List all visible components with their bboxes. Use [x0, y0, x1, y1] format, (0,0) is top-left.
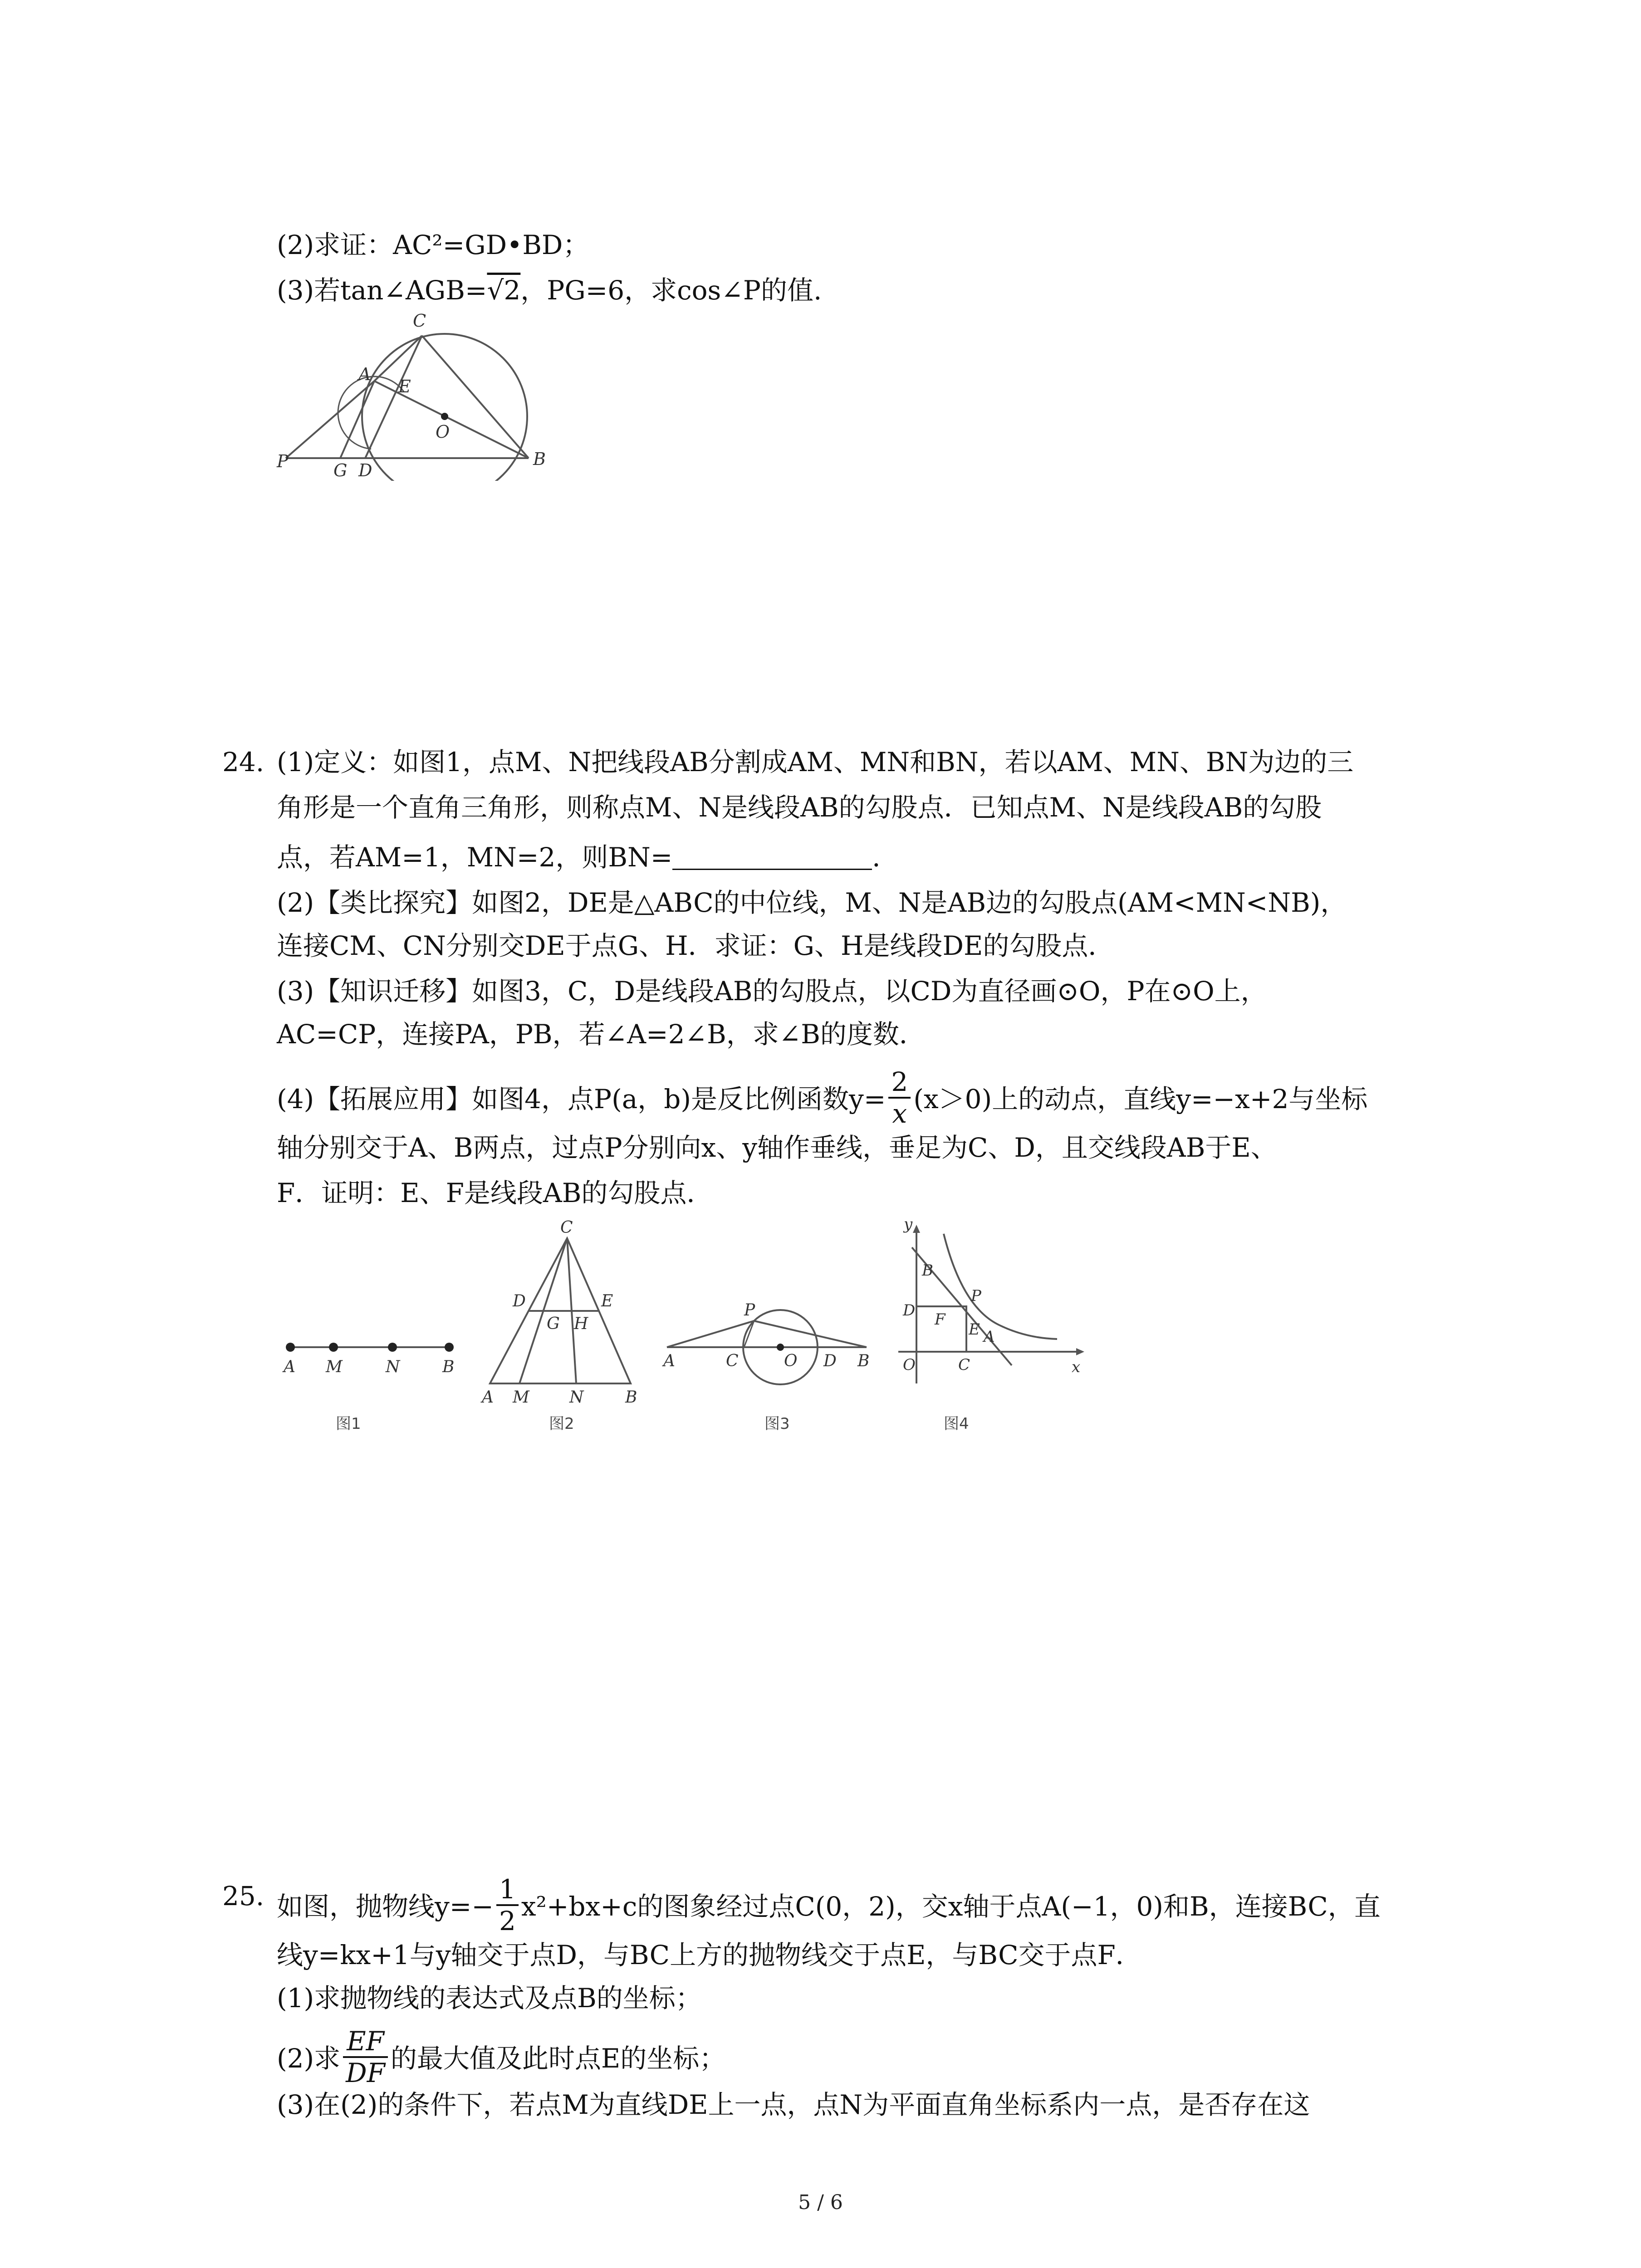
q24-line-4: (2)【类比探究】如图2，DE是△ABC的中位线，M、N是AB边的勾股点(AM<MN<NB)， [277, 887, 1347, 918]
q24-number: 24. [222, 747, 265, 777]
fig1-label-N: N [386, 1358, 400, 1376]
q23-part3-text-a: (3)若tan∠AGB= [277, 275, 487, 306]
q25-fraction-half [496, 1874, 519, 1936]
q24-fig4 [898, 1216, 1084, 1433]
q24-line-7: AC=CP，连接PA，PB，若∠A=2∠B，求∠B的度数． [277, 1019, 926, 1050]
fig3-label-B: B [857, 1352, 870, 1370]
fig1-dot-B [445, 1343, 454, 1352]
fig1-label-A: A [284, 1358, 295, 1376]
fig4-label-D: D [903, 1301, 916, 1320]
fig2-label-M: M [513, 1388, 529, 1407]
fig1-dot-N [388, 1343, 397, 1352]
q25-line-4-text-b: 的最大值及此时点E的坐标； [390, 2043, 726, 2074]
fig4-label-P: P [971, 1287, 981, 1305]
q23-line-ac [374, 336, 422, 381]
q24-line-8-text-a: (4)【拓展应用】如图4，点P(a，b)是反比例函数y= [277, 1084, 886, 1115]
q24-fig1 [282, 1343, 454, 1433]
q24-line-8 [277, 1066, 1368, 1132]
fig4-label-C: C [958, 1356, 970, 1374]
fig1-dot-M [329, 1343, 338, 1352]
fig3-label-P: P [744, 1301, 755, 1320]
q24-fig2 [480, 1218, 637, 1433]
q24-line-1: (1)定义：如图1，点M、N把线段AB分割成AM、MN和BN，若以AM、MN、BN为边的三 [277, 747, 1354, 777]
q25-line-1 [277, 1874, 1381, 1940]
q23-part3-text-b: ，PG=6，求cos∠P的值. [520, 275, 822, 306]
q24-line-10: F．证明：E、F是线段AB的勾股点． [277, 1178, 713, 1208]
fig2-label-A: A [482, 1388, 494, 1407]
q24-line-3-text: 点，若AM=1，MN=2，则BN= [277, 842, 673, 873]
q23-part3 [277, 272, 822, 308]
q25-line-1-text-b: x²+bx+c的图象经过点C(0，2)，交x轴于点A(−1，0)和B，连接BC，直 [521, 1891, 1381, 1922]
fig4-label-B: B [922, 1261, 933, 1280]
q24-figures [272, 1216, 1125, 1452]
fig2-label-H: H [574, 1315, 588, 1333]
fig1-caption: 图1 [336, 1415, 361, 1433]
q23-sqrt: √2 [487, 275, 521, 306]
q25-line-4 [277, 2026, 726, 2092]
q23-line-cd [365, 336, 422, 458]
fig4-label-x: x [1072, 1358, 1081, 1376]
fig2-label-D: D [513, 1292, 526, 1310]
q25-frac-num: 1 [499, 1874, 516, 1905]
fig1-label-M: M [326, 1358, 343, 1376]
fig2-label-G: G [547, 1315, 560, 1333]
q23-label-O: O [436, 422, 450, 442]
q24-line-8-text-b: (x＞0)上的动点，直线y=−x+2与坐标 [913, 1084, 1368, 1115]
fig4-label-O: O [903, 1356, 916, 1374]
fig3-label-A: A [663, 1352, 675, 1370]
q23-label-P: P [277, 451, 289, 471]
page-number: 5 / 6 [798, 2191, 843, 2214]
q23-label-G: G [333, 460, 348, 480]
fig2-label-E: E [601, 1292, 613, 1310]
fig3-line-pa [667, 1321, 754, 1347]
q25-fraction-ef-df [343, 2026, 388, 2088]
q24-line-3-end: ． [872, 842, 899, 873]
q25-line-2: 线y=kx+1与y轴交于点D，与BC上方的抛物线交于点E，与BC交于点F． [277, 1940, 1142, 1970]
q25-frac-den: 2 [496, 1904, 519, 1936]
fig3-center-dot [777, 1344, 784, 1351]
q25-line-3: (1)求抛物线的表达式及点B的坐标； [277, 1983, 702, 2014]
q24-line-9: 轴分别交于A、B两点，过点P分别向x、y轴作垂线，垂足为C、D，且交线段AB于E、 [277, 1132, 1277, 1163]
fig4-label-y: y [904, 1216, 913, 1233]
q24-line-5: 连接CM、CN分别交DE于点G、H．求证：G、H是线段DE的勾股点． [277, 930, 1115, 961]
q23-part2: (2)求证：AC²=GD•BD； [277, 230, 589, 260]
q24-frac-num: 2 [891, 1066, 908, 1097]
q24-line-2: 角形是一个直角三角形，则称点M、N是线段AB的勾股点．已知点M、N是线段AB的勾股 [277, 792, 1322, 823]
q25-number: 25. [222, 1881, 265, 1911]
fig1-label-B: B [442, 1358, 455, 1376]
q24-fig3 [662, 1301, 869, 1433]
q23-label-E: E [398, 376, 411, 396]
q23-label-D: D [358, 460, 372, 480]
q24-line-3 [277, 839, 898, 875]
fig3-label-D: D [823, 1352, 837, 1370]
fig4-caption: 图4 [944, 1415, 969, 1433]
fig2-label-B: B [625, 1388, 637, 1407]
fig3-caption: 图3 [764, 1415, 790, 1433]
q25-frac2-num: EF [347, 2026, 384, 2057]
fig4-label-F: F [935, 1310, 945, 1329]
q25-line-5: (3)在(2)的条件下，若点M为直线DE上一点，点N为平面直角坐标系内一点，是否存在这 [277, 2089, 1310, 2120]
fig3-label-C: C [726, 1352, 739, 1370]
q24-line-6: (3)【知识迁移】如图3，C，D是线段AB的勾股点，以CD为直径画⊙O，P在⊙O上， [277, 976, 1267, 1007]
fig4-label-A: A [984, 1328, 995, 1346]
fig4-hyperbola [944, 1234, 1057, 1339]
q23-line-ag [340, 381, 374, 458]
q25-line-1-text-a: 如图，抛物线y=− [277, 1891, 494, 1922]
fig4-x-arrow [1076, 1348, 1084, 1355]
q25-frac2-den: DF [343, 2056, 388, 2088]
q24-fraction [888, 1067, 911, 1129]
fig2-label-N: N [569, 1388, 584, 1407]
q23-label-A: A [358, 364, 371, 384]
q24-frac-den: x [888, 1097, 911, 1129]
q24-answer-blank[interactable] [672, 843, 872, 870]
fig1-dot-A [286, 1343, 295, 1352]
q23-center-dot [441, 413, 448, 420]
fig4-y-arrow [913, 1225, 920, 1233]
q23-figure [272, 308, 563, 481]
q25-line-4-text-a: (2)求 [277, 2043, 341, 2074]
q23-label-B: B [533, 449, 546, 469]
fig4-label-E: E [969, 1320, 980, 1339]
fig2-caption: 图2 [549, 1415, 574, 1433]
q23-line-ab [374, 381, 529, 458]
fig2-label-C: C [560, 1218, 573, 1237]
fig3-label-O: O [784, 1352, 798, 1370]
q23-label-C: C [413, 311, 426, 331]
